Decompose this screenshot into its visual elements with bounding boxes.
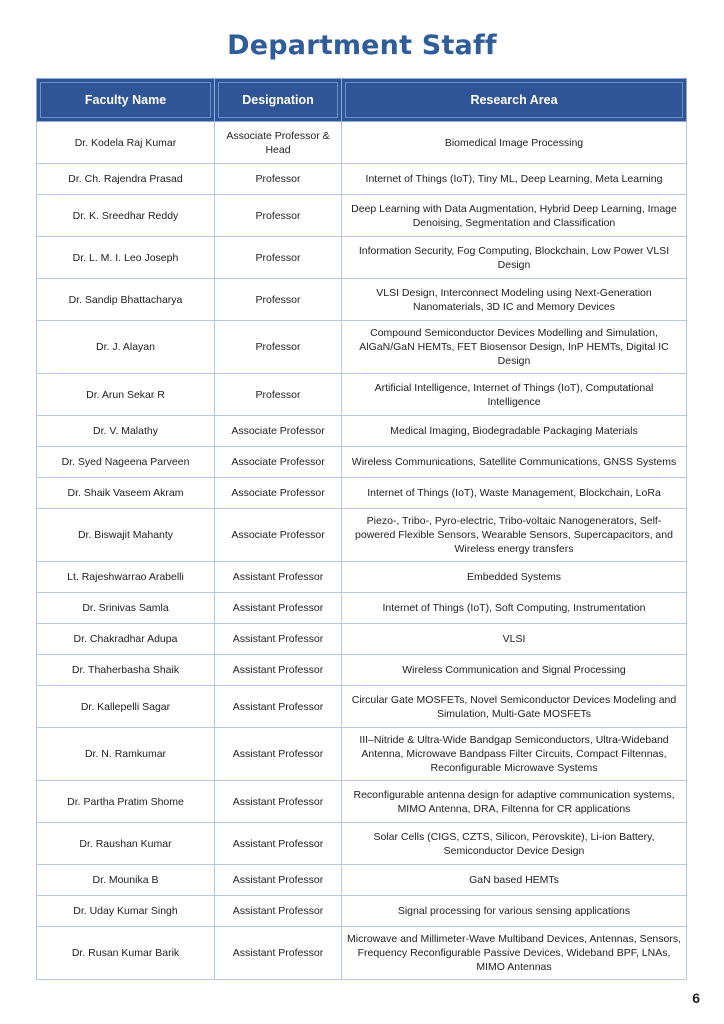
faculty-name-cell: Dr. L. M. I. Leo Joseph — [37, 237, 215, 279]
table-row — [37, 237, 687, 279]
designation-cell: Professor — [215, 164, 342, 195]
table-row — [37, 823, 687, 865]
faculty-name-cell: Dr. J. Alayan — [37, 321, 215, 374]
faculty-name-cell: Dr. K. Sreedhar Reddy — [37, 195, 215, 237]
designation-cell: Professor — [215, 279, 342, 321]
designation-cell: Associate Professor — [215, 509, 342, 562]
faculty-name-cell: Dr. Shaik Vaseem Akram — [37, 478, 215, 509]
designation-cell: Assistant Professor — [215, 655, 342, 686]
research-area-cell: GaN based HEMTs — [342, 865, 687, 896]
research-area-cell: Wireless Communication and Signal Processing — [342, 655, 687, 686]
research-area-cell: Reconfigurable antenna design for adaptive communication systems, MIMO Antenna, DRA, Filtenna for CR applications — [342, 781, 687, 823]
table-row — [37, 447, 687, 478]
research-area-cell: Deep Learning with Data Augmentation, Hybrid Deep Learning, Image Denoising, Segmentation and Classification — [342, 195, 687, 237]
faculty-name-cell: Dr. Ch. Rajendra Prasad — [37, 164, 215, 195]
research-area-cell: Information Security, Fog Computing, Blockchain, Low Power VLSI Design — [342, 237, 687, 279]
faculty-name-cell: Dr. Raushan Kumar — [37, 823, 215, 865]
table-row — [37, 416, 687, 447]
designation-cell: Professor — [215, 195, 342, 237]
table-row — [37, 321, 687, 374]
research-area-cell: Signal processing for various sensing applications — [342, 896, 687, 927]
table-row — [37, 896, 687, 927]
faculty-name-cell: Dr. Uday Kumar Singh — [37, 896, 215, 927]
table-row — [37, 593, 687, 624]
faculty-name-cell: Dr. Kallepelli Sagar — [37, 686, 215, 728]
page-number: 6 — [692, 990, 700, 1006]
research-area-cell: Artificial Intelligence, Internet of Things (IoT), Computational Intelligence — [342, 374, 687, 416]
table-row — [37, 624, 687, 655]
faculty-name-cell: Dr. V. Malathy — [37, 416, 215, 447]
faculty-name-cell: Dr. N. Ramkumar — [37, 728, 215, 781]
research-area-cell: Internet of Things (IoT), Soft Computing, Instrumentation — [342, 593, 687, 624]
designation-cell: Assistant Professor — [215, 781, 342, 823]
table-row — [37, 781, 687, 823]
designation-cell: Assistant Professor — [215, 686, 342, 728]
faculty-name-cell: Dr. Arun Sekar R — [37, 374, 215, 416]
page-title: Department Staff — [227, 30, 497, 61]
table-row — [37, 728, 687, 781]
research-area-cell: III–Nitride & Ultra-Wide Bandgap Semiconductors, Ultra-Wideband Antenna, Microwave Bandpass Filter Circuits, Compact Filtennas, Reconfigurable Microwave Systems — [342, 728, 687, 781]
header-faculty-name: Faculty Name — [37, 79, 215, 122]
table-row — [37, 686, 687, 728]
table-header-row — [37, 79, 687, 122]
research-area-cell: Internet of Things (IoT), Tiny ML, Deep Learning, Meta Learning — [342, 164, 687, 195]
research-area-cell: VLSI — [342, 624, 687, 655]
faculty-name-cell: Dr. Kodela Raj Kumar — [37, 122, 215, 164]
staff-table — [36, 78, 687, 980]
designation-cell: Assistant Professor — [215, 593, 342, 624]
faculty-name-cell: Dr. Mounika B — [37, 865, 215, 896]
faculty-name-cell: Dr. Sandip Bhattacharya — [37, 279, 215, 321]
designation-cell: Assistant Professor — [215, 728, 342, 781]
designation-cell: Professor — [215, 321, 342, 374]
research-area-cell: Medical Imaging, Biodegradable Packaging Materials — [342, 416, 687, 447]
header-research-area: Research Area — [342, 79, 687, 122]
designation-cell: Associate Professor — [215, 416, 342, 447]
faculty-name-cell: Dr. Rusan Kumar Barik — [37, 927, 215, 980]
research-area-cell: Piezo-, Tribo-, Pyro-electric, Tribo-voltaic Nanogenerators, Self-powered Flexible Sensors, Wearable Sensors, Supercapacitors, and Wireless energy transfers — [342, 509, 687, 562]
designation-cell: Assistant Professor — [215, 865, 342, 896]
faculty-name-cell: Dr. Partha Pratim Shome — [37, 781, 215, 823]
research-area-cell: Internet of Things (IoT), Waste Management, Blockchain, LoRa — [342, 478, 687, 509]
research-area-cell: Biomedical Image Processing — [342, 122, 687, 164]
designation-cell: Assistant Professor — [215, 927, 342, 980]
research-area-cell: Compound Semiconductor Devices Modelling and Simulation, AlGaN/GaN HEMTs, FET Biosensor Design, InP HEMTs, Digital IC Design — [342, 321, 687, 374]
table-row — [37, 164, 687, 195]
designation-cell: Assistant Professor — [215, 624, 342, 655]
designation-cell: Assistant Professor — [215, 562, 342, 593]
research-area-cell: Circular Gate MOSFETs, Novel Semiconductor Devices Modeling and Simulation, Multi-Gate MOSFETs — [342, 686, 687, 728]
table-row — [37, 655, 687, 686]
designation-cell: Professor — [215, 374, 342, 416]
designation-cell: Assistant Professor — [215, 896, 342, 927]
designation-cell: Professor — [215, 237, 342, 279]
designation-cell: Associate Professor — [215, 447, 342, 478]
header-designation: Designation — [215, 79, 342, 122]
table-row — [37, 927, 687, 980]
staff-table-body — [37, 122, 687, 980]
faculty-name-cell: Dr. Thaherbasha Shaik — [37, 655, 215, 686]
research-area-cell: VLSI Design, Interconnect Modeling using Next-Generation Nanomaterials, 3D IC and Memory Devices — [342, 279, 687, 321]
faculty-name-cell: Dr. Syed Nageena Parveen — [37, 447, 215, 478]
research-area-cell: Wireless Communications, Satellite Communications, GNSS Systems — [342, 447, 687, 478]
table-row — [37, 374, 687, 416]
table-row — [37, 195, 687, 237]
table-row — [37, 122, 687, 164]
designation-cell: Associate Professor — [215, 478, 342, 509]
table-row — [37, 509, 687, 562]
table-row — [37, 478, 687, 509]
table-row — [37, 865, 687, 896]
designation-cell: Associate Professor & Head — [215, 122, 342, 164]
research-area-cell: Microwave and Millimeter-Wave Multiband Devices, Antennas, Sensors, Frequency Reconfigurable Passive Devices, Wideband BPF, LNAs, MIMO Antennas — [342, 927, 687, 980]
faculty-name-cell: Lt. Rajeshwarrao Arabelli — [37, 562, 215, 593]
faculty-name-cell: Dr. Srinivas Samla — [37, 593, 215, 624]
table-row — [37, 279, 687, 321]
faculty-name-cell: Dr. Chakradhar Adupa — [37, 624, 215, 655]
research-area-cell: Embedded Systems — [342, 562, 687, 593]
table-row — [37, 562, 687, 593]
research-area-cell: Solar Cells (CIGS, CZTS, Silicon, Perovskite), Li-ion Battery, Semiconductor Device Design — [342, 823, 687, 865]
faculty-name-cell: Dr. Biswajit Mahanty — [37, 509, 215, 562]
designation-cell: Assistant Professor — [215, 823, 342, 865]
